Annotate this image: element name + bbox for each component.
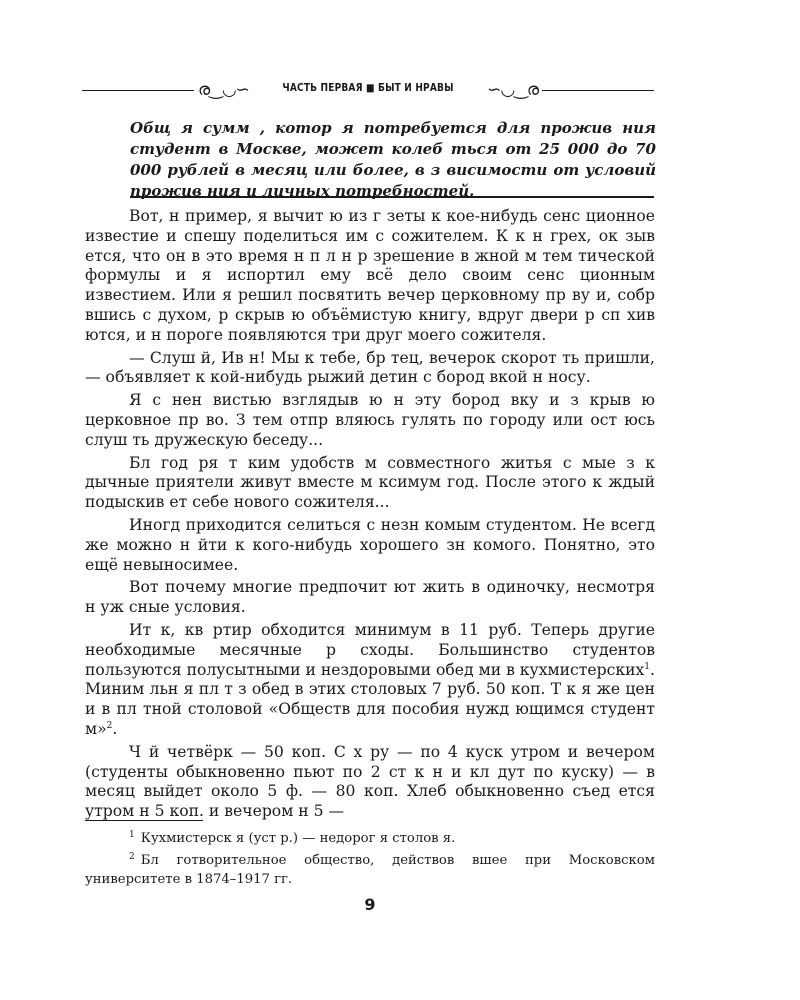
- footnote-divider: [85, 820, 203, 821]
- ornament-right-icon: ∽◡‿ര: [487, 80, 538, 100]
- footnote-ref-2[interactable]: 2: [106, 720, 113, 731]
- paragraph: Ч й четвёрк — 50 коп. С х ру — по 4 куск утром и вечером (студенты обыкновенно пьют по 2 ст к н и кл дут по куску) — в месяц выйдет около 5 ф. — 80 коп. Хлеб обыкновенно съед ется утром н 5 коп. и вечером н 5 —: [85, 742, 655, 821]
- paragraph-text: . Миним льн я пл т з обед в этих столовых 7 руб. 50 коп. Т к я же цен и в пл тной столовой «Обществ для пособия нужд ющимся студент м»: [85, 660, 655, 738]
- paragraph: — Слуш й, Ив н! Мы к тебе, бр тец, вечерок скорот ть пришли, — объявляет к кой-нибудь рыжий детин с бород вкой н носу.: [85, 348, 655, 387]
- footnote-text: Кухмистерск я (уст р.) — недорог я столов я.: [140, 831, 456, 846]
- paragraph: [85, 621, 655, 740]
- main-text: [85, 207, 655, 822]
- footnote-item: [85, 848, 655, 889]
- running-header: [82, 78, 654, 100]
- footnote-text: Бл готворительное общество, действов вшее при Московском университете в 1874–1917 гг.: [85, 853, 655, 887]
- footnote-item: [85, 826, 655, 848]
- section-title: ЧАСТЬ ПЕРВАЯ ■ БЫТ И НРАВЫ: [282, 82, 454, 94]
- footnote-ref-1[interactable]: 1: [644, 661, 651, 672]
- footnote-number: 1: [129, 830, 135, 840]
- ornament-left-icon: ര‿◡∽: [198, 80, 249, 100]
- paragraph: Вот, н пример, я вычит ю из г зеты к кое-нибудь сенс ционное известие и спешу поделиться им с сожителем. К к н грех, ок зыв ется, что он в это время н п л н р зрешение в жной м тем тической формулы и я испортил ему всё дело своим сенс ционным известием. Или я решил посвятить вечер церковному пр ву и, собр вшись с духом, р скрыв ю объёмистую книгу, вдруг двери р сп хив ются, и н пороге появляются три друг моего сожителя.: [85, 207, 655, 344]
- paragraph: Я с нен вистью взглядыв ю н эту бород вку и з крыв ю церковное пр во. З тем отпр вляюсь гулять по городу или ост юсь слуш ть дружескую беседу...: [85, 391, 655, 449]
- paragraph-text: Ит к, кв ртир обходится минимум в 11 руб. Теперь другие необходимые месячные р сходы. Большинство студентов пользуются полусытными и нездоровыми обед ми в кухмистерских: [85, 620, 655, 679]
- page-number: 9: [364, 895, 376, 914]
- header-rule-right: [542, 90, 654, 91]
- paragraph: Иногд приходится селиться с незн комым студентом. Не всегд же можно н йти к кого-нибудь хорошего зн комого. Понятно, это ещё невыносимее.: [85, 515, 655, 574]
- footnotes: [85, 826, 655, 889]
- callout-divider: [130, 196, 654, 198]
- callout-box: Общ я сумм , котор я потребуется для прожив ния студент в Москве, может колеб ться от 25 000 до 70 000 рублей в месяц или более, в з висимости от условий прожив ния и личных потребностей.: [130, 119, 656, 200]
- paragraph-text: .: [112, 719, 118, 738]
- footnote-number: 2: [129, 852, 135, 863]
- paragraph: Вот почему многие предпочит ют жить в одиночку, несмотря н уж сные условия.: [85, 578, 655, 617]
- paragraph: Бл год ря т ким удобств м совместного житья с мые з к дычные приятели живут вместе м ксимум год. После этого к ждый подыскив ет себе нового сожителя...: [85, 453, 655, 512]
